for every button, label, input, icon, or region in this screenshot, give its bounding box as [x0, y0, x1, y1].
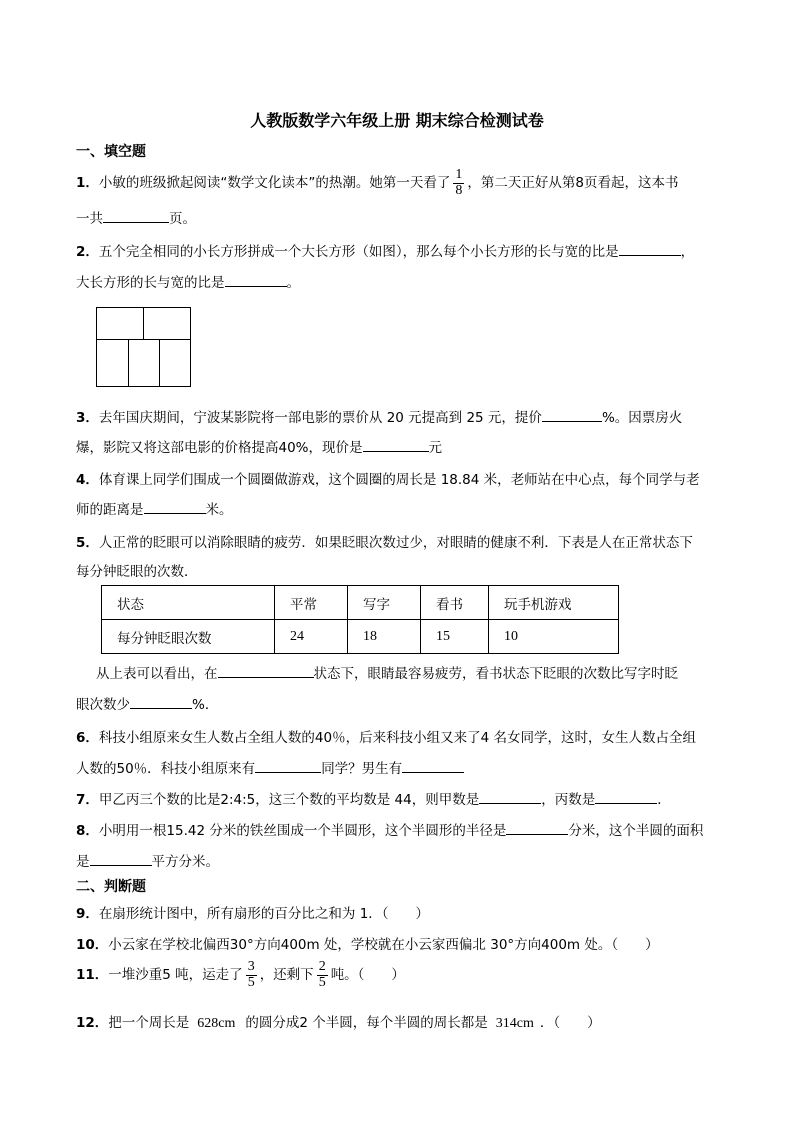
question-7: [76, 788, 671, 808]
question-text: 平方分米。: [151, 854, 219, 870]
blink-table: [101, 585, 619, 654]
question-1-line2: [76, 207, 196, 227]
table-cell: 24: [275, 620, 348, 654]
small-rectangle: [96, 339, 129, 387]
small-rectangle: [143, 307, 191, 340]
answer-blank[interactable]: [506, 820, 568, 835]
small-rectangle: [128, 339, 160, 387]
question-number: 8．: [76, 823, 99, 839]
question-text: ．（ ）: [539, 1015, 601, 1031]
question-1-line1: [76, 168, 679, 198]
answer-blank[interactable]: [542, 407, 602, 422]
answer-blank[interactable]: [363, 437, 429, 452]
table-header-row: [102, 586, 619, 620]
question-number: 2．: [76, 244, 99, 260]
question-number: 1．: [76, 175, 99, 192]
question-text: ．: [657, 792, 671, 808]
question-text: 同学？男生有: [321, 761, 403, 777]
question-number: 5．: [76, 535, 99, 551]
question-number: 3．: [76, 410, 99, 426]
question-text: 师的距离是: [76, 502, 144, 518]
question-text: 人数的50％．科技小组原来有: [76, 761, 256, 777]
question-text: 分米，这个半圆的面积: [568, 823, 704, 839]
answer-blank[interactable]: [619, 241, 681, 256]
question-text: 五个完全相同的小长方形拼成一个大长方形（如图），那么每个小长方形的长与宽的比是: [98, 244, 619, 260]
question-text: 爆，影院又将这部电影的价格提高40%，现价是: [76, 440, 363, 456]
question-text: %．: [192, 697, 219, 713]
question-text: 元: [428, 440, 443, 456]
question-number: 7．: [76, 792, 99, 808]
answer-blank[interactable]: [479, 789, 541, 804]
denominator: 5: [247, 974, 255, 990]
question-8-line2: [76, 850, 219, 870]
question-text: 把一个周长是: [108, 1015, 190, 1031]
question-text: 一堆沙重5 吨，运走了: [108, 967, 243, 984]
question-text: 。: [286, 275, 300, 291]
question-text: ，还剩下: [259, 967, 314, 984]
question-8-line1: [76, 819, 703, 839]
question-text: 人正常的眨眼可以消除眼睛的疲劳．如果眨眼次数过少，对眼睛的健康不利．下表是人在正常状态下: [98, 535, 693, 551]
question-5-line4: [76, 693, 218, 713]
question-text: 页。: [169, 211, 196, 227]
question-6-line1: [76, 726, 696, 746]
numerator: 3: [247, 959, 255, 974]
table-cell: 写字: [348, 586, 421, 620]
question-text: ，丙数是: [541, 792, 596, 808]
question-11: [76, 960, 405, 990]
question-text: 每分钟眨眼的次数．: [76, 564, 198, 580]
question-10: [76, 933, 659, 953]
table-cell: 玩手机游戏: [489, 586, 619, 620]
question-text: 一共: [76, 211, 103, 227]
question-5-line3: [96, 662, 678, 682]
section-true-false: 二、判断题: [76, 879, 146, 895]
question-text: 在扇形统计图中，所有扇形的百分比之和为 1．（ ）: [98, 906, 430, 922]
question-6-line2: [76, 757, 464, 777]
table-cell: 18: [348, 620, 421, 654]
page-title: 人教版数学六年级上册 期末综合检测试卷: [250, 111, 544, 130]
question-number: 10．: [76, 937, 109, 953]
table-cell: 15: [421, 620, 489, 654]
answer-blank[interactable]: [218, 663, 314, 678]
question-text: 状态下，眼睛最容易疲劳，看书状态下眨眼的次数比写字时眨: [313, 666, 678, 682]
question-text: 的圆分成2 个半圆，每个半圆的周长都是: [245, 1015, 488, 1031]
question-2-line1: [76, 240, 694, 260]
question-number: 6．: [76, 730, 99, 746]
question-3-line2: [76, 436, 442, 456]
answer-blank[interactable]: [402, 758, 464, 773]
question-text: 科技小组原来女生人数占全组人数的40％，后来科技小组又来了4 名女同学，这时，女生人数占全组: [98, 730, 696, 746]
question-12: [76, 1011, 601, 1032]
question-text: 去年国庆期间，宁波某影院将一部电影的票价从 20 元提高到 25 元，提价: [98, 410, 542, 426]
question-number: 4．: [76, 472, 99, 488]
numerator: 2: [318, 959, 326, 974]
small-rectangle: [159, 339, 191, 387]
answer-blank[interactable]: [90, 851, 152, 866]
table-cell: 看书: [421, 586, 489, 620]
question-9: [76, 902, 429, 922]
question-5-line1: [76, 531, 693, 551]
fraction: [453, 168, 464, 198]
section-fill-in: 一、填空题: [76, 144, 146, 160]
table-cell: 状态: [102, 586, 275, 620]
fraction: [317, 960, 328, 990]
rectangle-figure: [96, 307, 191, 387]
denominator: 8: [455, 182, 463, 198]
question-text: ，: [680, 244, 695, 260]
question-text: 体育课上同学们围成一个圆圈做游戏，这个圆圈的周长是 18.84 米，老师站在中心点，每个同学与老: [98, 472, 700, 488]
question-number: 9．: [76, 906, 99, 922]
question-text: ，第二天正好从第8页看起，这本书: [467, 175, 679, 192]
table-row: [102, 620, 619, 654]
answer-blank[interactable]: [595, 789, 657, 804]
question-text: 小敏的班级掀起阅读“数学文化读本”的热潮。她第一天看了: [98, 175, 451, 192]
answer-blank[interactable]: [225, 272, 287, 287]
question-text: 从上表可以看出，在: [96, 666, 218, 682]
question-text: 小云家在学校北偏西30°方向400m 处，学校就在小云家西偏北 30°方向400m 处。（ ）: [108, 937, 659, 953]
small-rectangle: [96, 307, 144, 340]
question-text: 米。: [205, 502, 233, 518]
question-3-line1: [76, 406, 682, 426]
question-text: 大长方形的长与宽的比是: [76, 275, 225, 291]
table-cell: 10: [489, 620, 619, 654]
answer-blank[interactable]: [103, 208, 169, 223]
question-number: 11．: [76, 967, 109, 984]
question-5-line2: [76, 560, 198, 580]
question-text: %。因票房火: [601, 410, 683, 426]
question-text: 眼次数少: [76, 697, 130, 713]
math-value: 628cm: [197, 1016, 236, 1031]
numerator: 1: [455, 167, 463, 182]
answer-blank[interactable]: [144, 499, 206, 514]
denominator: 5: [318, 974, 326, 990]
table-cell: 平常: [275, 586, 348, 620]
question-text: 是: [76, 854, 90, 870]
question-4-line1: [76, 468, 700, 488]
table-cell: 每分钟眨眼次数: [102, 620, 275, 654]
question-4-line2: [76, 498, 233, 518]
question-text: 甲乙丙三个数的比是2:4:5，这三个数的平均数是 44，则甲数是: [98, 792, 480, 808]
question-2-line2: [76, 271, 300, 291]
answer-blank[interactable]: [130, 694, 192, 709]
question-text: 吨。（ ）: [330, 967, 405, 984]
math-value: 314cm: [495, 1016, 534, 1031]
question-number: 12．: [76, 1015, 109, 1031]
question-text: 小明用一根15.42 分米的铁丝围成一个半圆形，这个半圆形的半径是: [98, 823, 507, 839]
answer-blank[interactable]: [255, 758, 321, 773]
fraction: [246, 960, 257, 990]
